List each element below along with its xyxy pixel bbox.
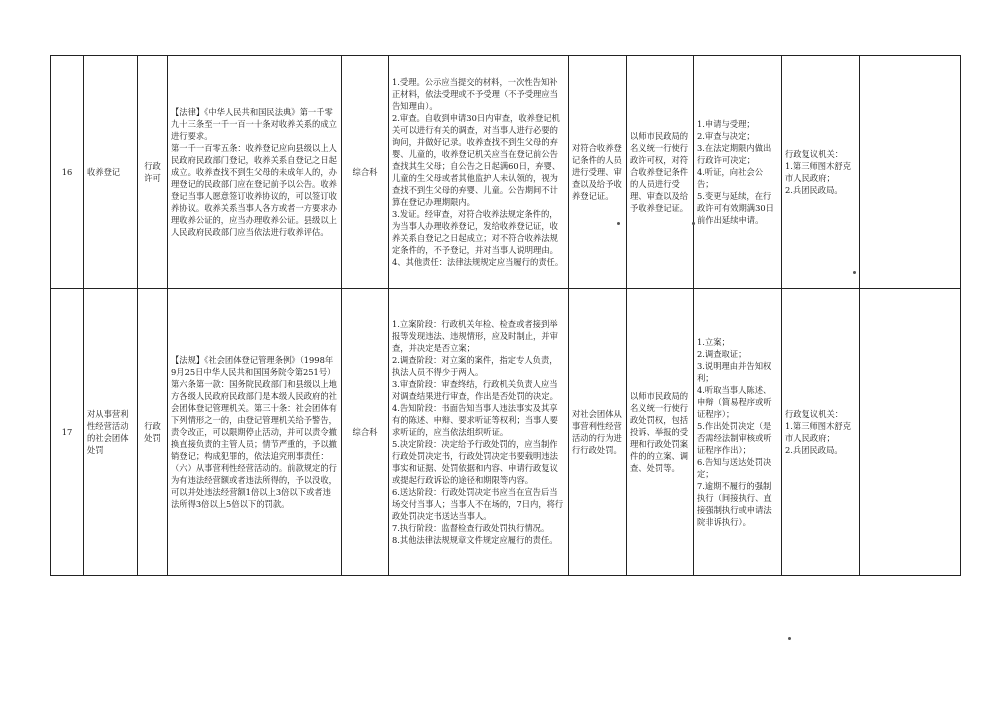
procedure-text: 1.受理。公示应当提交的材料，一次性告知补正材料，依法受理或不予受理（不予受理应当告知理由）。 2.审查。自收到申请30日内审查，收养登记机关可以进行有关的调查，对当事人进行必要的询问，并做好记录。收养查找不到生父母的弃婴、儿童的，收养登记机关应当在登记前公告查找其生父母；自公告之日起满60日，弃婴、儿童的生父母或者其他监护人未认领的，视为查找不到生父母的弃婴、儿童。公告期间不计算在登记办理期限内。 3.发证。经审查，对符合收养法规定条件的，为当事人办理收养登记，发给收养登记证，收养关系自登记之日起成立；对不符合收养法规定条件的，不予登记，并对当事人说明理由。 4、其他责任：法律法规规定应当履行的责任。	[389, 56, 569, 289]
row-number: 16	[51, 56, 84, 289]
legal-basis: 【法规】《社会团体登记管理条例》（1998年9月25日中华人民共和国国务院令第251号）第六条第一款：国务院民政部门和县级以上地方各级人民政府民政部门是本级人民政府的社会团体登记管理机关。第三十条：社会团体有下列情形之一的，由登记管理机关给予警告，责令改正，可以限期停止活动，并可以责令撤换直接负责的主管人员；情节严重的，予以撤销登记；构成犯罪的，依法追究刑事责任：（六）从事营利性经营活动的。前款规定的行为有违法经营额或者违法所得的，予以没收，可以并处违法经营额1倍以上3倍以下或者违法所得3倍以上5倍以下的罚款。	[168, 289, 342, 576]
process-steps: 1.立案； 2.调查取证； 3.说明理由并告知权利； 4.听取当事人陈述、申辩（简易程序或听证程序）； 5.作出处罚决定（是否需经法制审核或听证程序作出）； 6.告知与送达处罚决定； 7.逾期不履行的强制执行（间接执行、直接强制执行或申请法院非诉执行）。	[694, 289, 782, 576]
item-type: 行政 处罚	[138, 289, 168, 576]
legal-basis: 【法律】《中华人民共和国民法典》第一千零九十三条至一千一百一十条对收养关系的成立进行要求。 第一千一百零五条：收养登记应向县级以上人民政府民政部门登记，收养关系自登记之日起成立。收养查找不到生父母的未成年人的，办理登记的民政部门应在登记前予以公告。收养登记当事人愿意签订收养协议的，可以签订收养协议。收养关系当事人各方或者一方要求办理收养公证的，应当办理收养公证。县级以上人民政府民政部门应当依法进行收养评估。	[168, 56, 342, 289]
responsible-unit: 综合科	[342, 289, 389, 576]
table-row	[51, 289, 961, 576]
scan-speck	[692, 222, 695, 225]
scan-speck	[788, 637, 791, 640]
authority-list-table	[50, 55, 961, 576]
process-steps: 1.申请与受理； 2.审查与决定； 3.在法定期限内做出行政许可决定； 4.听证，向社会公告； 5.变更与延续，在行政许可有效期满30日前作出延续申请。	[694, 56, 782, 289]
scope-text: 对符合收养登记条件的人员进行受理、审查以及给予收养登记证。	[569, 56, 627, 289]
scan-speck	[853, 271, 856, 274]
scope-text: 对社会团体从事营利性经营活动的行为进行行政处罚。	[569, 289, 627, 576]
liability-text: 以师市民政局的名义统一行使行政处罚权，包括投诉、举报的受理和行政处罚案件的的立案、调查、处罚等。	[627, 289, 694, 576]
responsible-unit: 综合科	[342, 56, 389, 289]
liability-text: 以师市民政局的名义统一行使行政许可权，对符合收养登记条件的人员进行受理、审查以及给予收养登记证。	[627, 56, 694, 289]
scan-speck	[617, 222, 620, 225]
remarks-cell	[860, 56, 961, 289]
row-number: 17	[51, 289, 84, 576]
item-type: 行政 许可	[138, 56, 168, 289]
review-authority: 行政复议机关： 1.第三师图木舒克市人民政府； 2.兵团民政局。	[782, 56, 860, 289]
review-authority: 行政复议机关： 1.第三师图木舒克市人民政府； 2.兵团民政局。	[782, 289, 860, 576]
table-row	[51, 56, 961, 289]
item-name: 对从事营利性经营活动的社会团体处罚	[84, 289, 138, 576]
item-name: 收养登记	[84, 56, 138, 289]
procedure-text: 1.立案阶段：行政机关年检、检查或者接到举报等发现违法、违规情形，应及时制止，并审查，并决定是否立案； 2.调查阶段：对立案的案件，指定专人负责，执法人员不得少于两人。 3.审查阶段：审查终结，行政机关负责人应当对调查结果进行审查，作出是否处罚的决定。 4.告知阶段：书面告知当事人违法事实及其享有的陈述、申辩、要求听证等权利；当事人要求听证的，应当依法组织听证。 5.决定阶段：决定给予行政处罚的，应当制作行政处罚决定书，行政处罚决定书要载明违法事实和证据、处罚依据和内容、申请行政复议或提起行政诉讼的途径和期限等内容。 6.送达阶段：行政处罚决定书应当在宣告后当场交付当事人；当事人不在场的，7日内，将行政处罚决定书送达当事人。 7.执行阶段：监督检查行政处罚执行情况。 8.其他法律法规规章文件规定应履行的责任。	[389, 289, 569, 576]
remarks-cell	[860, 289, 961, 576]
